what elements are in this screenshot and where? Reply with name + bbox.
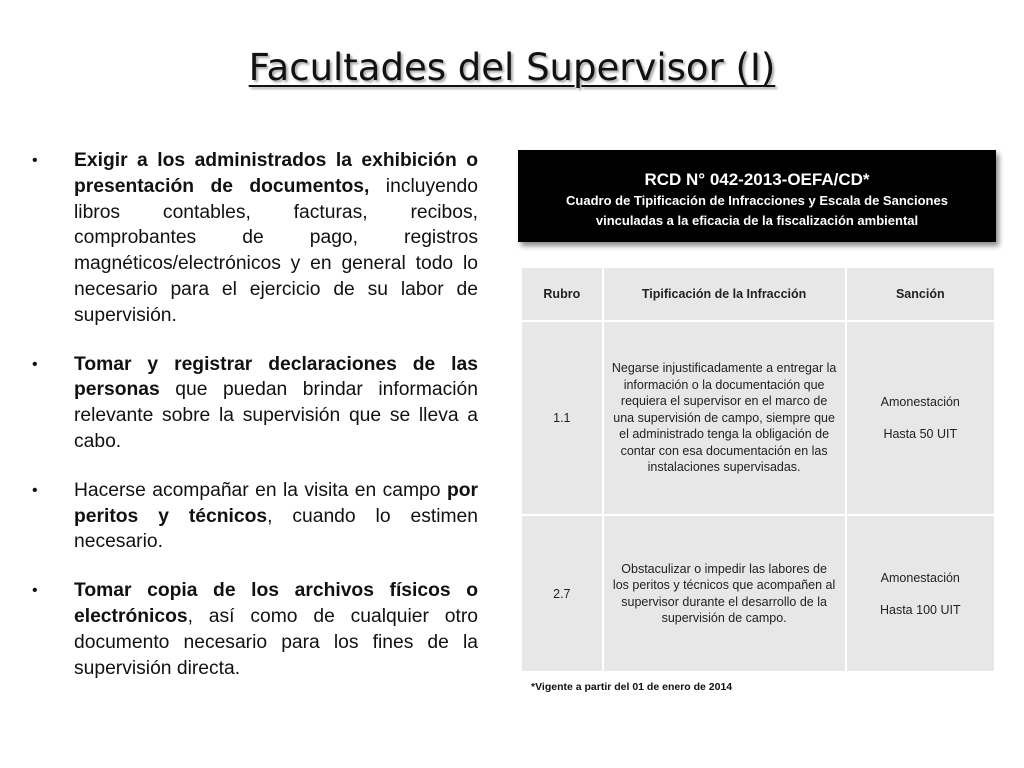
regulation-subtitle-line: Cuadro de Tipificación de Infracciones y Escala de Sanciones [566,193,948,208]
table-row [522,516,994,671]
bullet-icon: • [32,582,38,600]
list-item [32,478,478,555]
bullet-bold-text: Exigir a los administrados la exhibición o presentación de documentos, [74,150,478,197]
bullet-bold-text: Tomar y registrar declaraciones de las personas [74,353,478,401]
page-title: Facultades del Supervisor (I) [248,46,776,89]
regulation-header-box [518,150,996,242]
sancion-type: Amonestación [880,570,960,585]
table-row [522,322,994,514]
rubro-cell: 1.1 [522,322,602,514]
bullet-icon: • [32,355,38,373]
footnote: *Vigente a partir del 01 de enero de 2014 [531,681,733,693]
regulation-subtitle-line: vinculadas a la eficacia de la fiscalización ambiental [595,213,919,228]
bullet-list [32,148,478,704]
sancion-type: Amonestación [880,395,960,409]
list-item [32,578,478,681]
column-header-tipificacion: Tipificación de la Infracción [604,268,845,320]
bullet-text: incluyendo libros contables, facturas, recibos, comprobantes de pago, registros magnéticos/electrónicos y en general todo lo necesario para el ejercicio de su labor de supervisión. [74,175,478,326]
bullet-text: , así como de cualquier otro documento necesario para los fines de la supervisión directa. [74,605,478,679]
list-item [32,352,478,455]
tipificacion-cell: Obstaculizar o impedir las labores de los peritos y técnicos que acompañen al supervisor durante el desarrollo de la supervisión de campo. [604,516,845,671]
column-header-sancion: Sanción [847,268,994,320]
infractions-table [520,266,996,673]
bullet-text: que puedan brindar información relevante sobre la supervisión que se lleva a cabo. [74,379,478,452]
sancion-cell [847,516,994,671]
tipificacion-cell: Negarse injustificadamente a entregar la información o la documentación que requiera el supervisor en el marco de una supervisión de campo, siempre que el administrado tenga la obligación de contar con esa documentación en las instalaciones supervisadas. [604,322,845,514]
bullet-text: Hacerse acompañar en la visita en campo [74,479,447,501]
sancion-amount: Hasta 100 UIT [879,602,961,617]
regulation-title: RCD N° 042-2013-OEFA/CD* [644,170,870,189]
bullet-bold-text: Tomar copia de los archivos físicos o electrónicos [74,580,478,627]
table-header-row [522,268,994,320]
bullet-icon: • [32,481,38,499]
sancion-amount: Hasta 50 UIT [883,427,958,441]
bullet-text: , cuando lo estimen necesario. [74,505,478,553]
sancion-cell [847,322,994,514]
bullet-icon: • [32,152,38,169]
bullet-bold-text: por peritos y técnicos [74,479,478,527]
column-header-rubro: Rubro [522,268,602,320]
list-item [32,148,478,329]
rubro-cell: 2.7 [522,516,602,671]
